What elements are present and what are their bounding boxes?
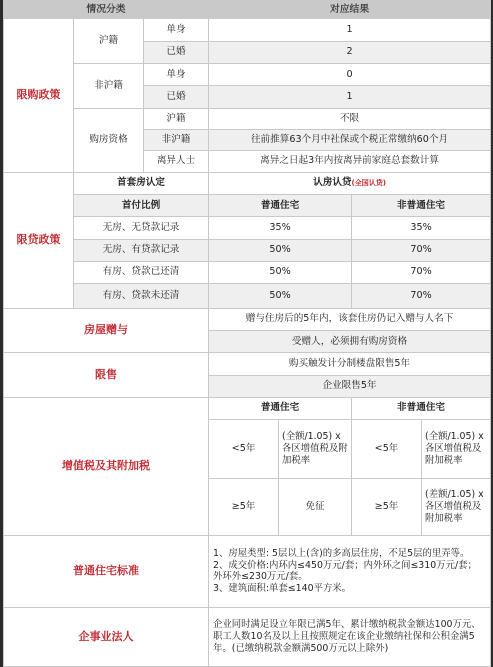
loan-ordinary-value: 35% xyxy=(209,217,352,239)
loan-case-label: 有房、贷款已还清 xyxy=(74,261,209,283)
loan-non-ordinary-value: 70% xyxy=(352,284,491,308)
vat-non-ordinary-ge5-value: (差额/1.05) x各区增值税及附加税率 xyxy=(422,479,491,536)
standard-line-3: 3、建筑面积:单套≤140平方米。 xyxy=(213,583,352,595)
purchase-policy-title: 限购政策 xyxy=(4,19,74,172)
nonhukou-married-value: 1 xyxy=(209,86,491,108)
elig-nonhukou-value: 往前推算63个月中社保或个税正常缴纳60个月 xyxy=(209,129,491,150)
loan-case-label: 无房、有贷款记录 xyxy=(74,239,209,261)
nonhukou-single-label: 单身 xyxy=(144,63,209,85)
hukou-label: 沪籍 xyxy=(74,19,144,64)
loan-row xyxy=(4,284,491,308)
loan-policy-title: 限贷政策 xyxy=(4,172,74,308)
purchase-row xyxy=(4,108,491,129)
loan-case-label: 无房、无贷款记录 xyxy=(74,217,209,239)
header-result: 对应结果 xyxy=(209,1,491,19)
eligibility-label: 购房资格 xyxy=(74,108,144,172)
loan-non-ordinary-header: 非普通住宅 xyxy=(352,194,491,216)
vat-row xyxy=(4,397,491,419)
hukou-single-value: 1 xyxy=(209,19,491,41)
housing-policy-table xyxy=(3,0,491,667)
standard-content xyxy=(209,535,491,607)
loan-row xyxy=(4,217,491,239)
sale-line-1: 购买触发计分制楼盘限售5年 xyxy=(209,353,491,375)
recognition-text: 认房认贷 xyxy=(313,177,352,189)
sale-row xyxy=(4,353,491,375)
loan-ordinary-value: 50% xyxy=(209,261,352,283)
elig-nonhukou-label: 非沪籍 xyxy=(144,129,209,150)
nonhukou-single-value: 0 xyxy=(209,63,491,85)
vat-non-ordinary-header: 非普通住宅 xyxy=(352,397,491,419)
loan-row xyxy=(4,172,491,194)
standard-row xyxy=(4,535,491,607)
nonhukou-label: 非沪籍 xyxy=(74,63,144,108)
vat-title: 增值税及其附加税 xyxy=(4,397,209,535)
vat-ordinary-ge5-value: 免征 xyxy=(279,479,352,536)
down-payment-label: 首付比例 xyxy=(74,194,209,216)
standard-line-2: 2、成交价格:内环内≤450万元/套；内外环之间≤310万元/套；外环外≤230万元/套。 xyxy=(213,559,477,583)
loan-non-ordinary-value: 35% xyxy=(352,217,491,239)
loan-ordinary-value: 50% xyxy=(209,239,352,261)
vat-non-ordinary-lt5-value: (全额/1.05) x各区增值税及附加税率 xyxy=(422,420,491,479)
loan-non-ordinary-value: 70% xyxy=(352,261,491,283)
first-home-label: 首套房认定 xyxy=(74,172,209,194)
purchase-row xyxy=(4,63,491,85)
standard-title: 普通住宅标准 xyxy=(4,535,209,607)
gift-title: 房屋赠与 xyxy=(4,308,209,353)
elig-hukou-label: 沪籍 xyxy=(144,108,209,129)
vat-ordinary-lt5-value: (全额/1.05) x各区增值税及附加税率 xyxy=(279,420,352,479)
recognition-note: (全国认贷) xyxy=(351,179,386,188)
vat-non-ordinary-lt5-label: <5年 xyxy=(352,420,422,479)
corporate-row xyxy=(4,607,491,666)
loan-case-label: 有房、贷款未还清 xyxy=(74,284,209,308)
vat-ordinary-header: 普通住宅 xyxy=(209,397,352,419)
elig-divorced-label: 离异人士 xyxy=(144,151,209,172)
sale-title: 限售 xyxy=(4,353,209,398)
loan-ordinary-value: 50% xyxy=(209,284,352,308)
gift-line-2: 受赠人，必须拥有购房资格 xyxy=(209,330,491,352)
elig-hukou-value: 不限 xyxy=(209,108,491,129)
standard-line-1: 1、房屋类型: 5层以上(含)的多高层住房，不足5层的里弄等。 xyxy=(213,547,470,559)
hukou-single-label: 单身 xyxy=(144,19,209,41)
recognition-value xyxy=(209,172,491,194)
loan-row xyxy=(4,261,491,283)
vat-ordinary-lt5-label: <5年 xyxy=(209,420,279,479)
loan-non-ordinary-value: 70% xyxy=(352,239,491,261)
elig-divorced-value: 离异之日起3年内按离异前家庭总套数计算 xyxy=(209,151,491,172)
header-category: 情况分类 xyxy=(4,1,209,19)
vat-ordinary-ge5-label: ≥5年 xyxy=(209,479,279,536)
hukou-married-value: 2 xyxy=(209,41,491,63)
gift-row xyxy=(4,308,491,330)
purchase-row xyxy=(4,19,491,41)
loan-ordinary-header: 普通住宅 xyxy=(209,194,352,216)
header-row xyxy=(4,1,491,19)
sale-line-2: 企业限售5年 xyxy=(209,375,491,397)
gift-line-1: 赠与住房后的5年内，该套住房仍记入赠与人名下 xyxy=(209,308,491,330)
hukou-married-label: 已婚 xyxy=(144,41,209,63)
loan-row xyxy=(4,239,491,261)
corporate-title: 企事业法人 xyxy=(4,607,209,666)
loan-row xyxy=(4,194,491,216)
corporate-text: 企业同时满足设立年限已满5年、累计缴纳税款金额达100万元、职工人数10名及以上且按照规定在该企业缴纳社保和公积金满5年。(已缴纳税款金额满500万元以上除外) xyxy=(209,607,491,666)
vat-non-ordinary-ge5-label: ≥5年 xyxy=(352,479,422,536)
nonhukou-married-label: 已婚 xyxy=(144,86,209,108)
